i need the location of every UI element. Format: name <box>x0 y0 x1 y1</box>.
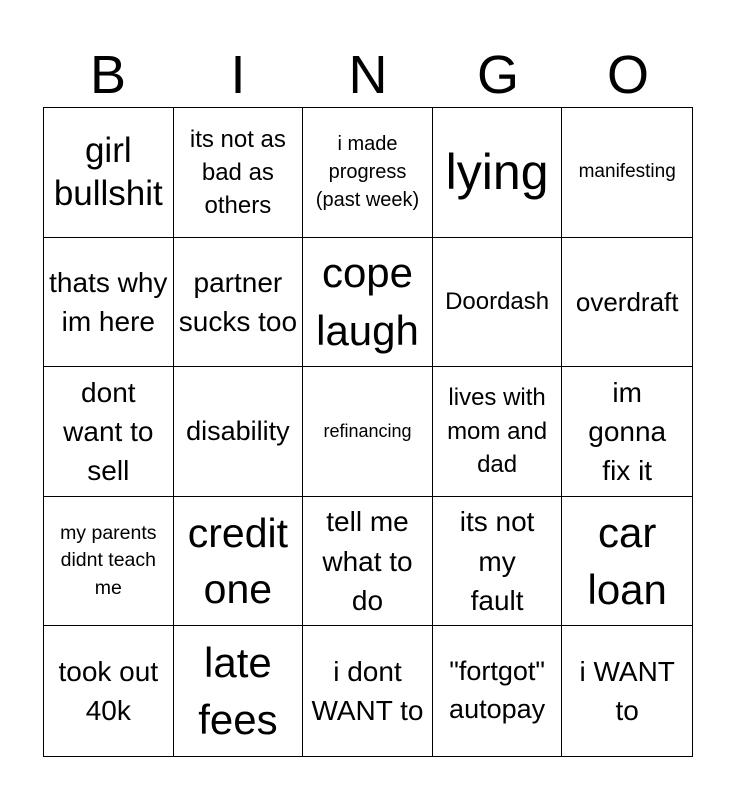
bingo-cell-label: its not my fault <box>459 506 535 616</box>
bingo-cell-r5-c3[interactable] <box>303 626 433 756</box>
bingo-cell-r3-c2[interactable] <box>174 367 304 497</box>
bingo-cell-label: girl bullshit <box>53 131 163 214</box>
bingo-cell-r4-c1[interactable] <box>44 497 174 627</box>
header-letter-i: I <box>230 45 246 105</box>
bingo-cell-r5-c1[interactable] <box>44 626 174 756</box>
bingo-header <box>43 44 693 106</box>
bingo-cell-label: its not as bad as others <box>189 125 286 219</box>
bingo-cell-r4-c3[interactable] <box>303 497 433 627</box>
bingo-cell-r3-c1[interactable] <box>44 367 174 497</box>
bingo-cell-label: my parents didnt teach me <box>60 522 157 599</box>
bingo-cell-r2-c4[interactable] <box>433 238 563 368</box>
header-letter-o: O <box>606 45 649 105</box>
bingo-cell-r5-c5[interactable] <box>562 626 692 756</box>
bingo-cell-label: refinancing <box>323 420 412 441</box>
bingo-cell-label: Doordash <box>445 288 550 316</box>
bingo-cell-r5-c4[interactable] <box>433 626 563 756</box>
header-letter-g: G <box>476 45 519 105</box>
bingo-cell-r1-c2[interactable] <box>174 108 304 238</box>
bingo-cell-label: tell me what to do <box>322 506 413 616</box>
bingo-cell-r1-c4[interactable] <box>433 108 563 238</box>
bingo-cell-r4-c5[interactable] <box>562 497 692 627</box>
bingo-cell-r3-c5[interactable] <box>562 367 692 497</box>
bingo-cell-r5-c2[interactable] <box>174 626 304 756</box>
bingo-cell-r3-c4[interactable] <box>433 367 563 497</box>
bingo-cell-label: lives with mom and dad <box>447 384 548 479</box>
bingo-board <box>43 107 693 757</box>
bingo-cell-label: "fortgot" autopay <box>449 656 546 725</box>
bingo-cell-label: late fees <box>198 638 278 744</box>
bingo-cell-label: thats why im here <box>49 266 168 337</box>
bingo-cell-label: cope laugh <box>316 249 419 354</box>
bingo-cell-r1-c1[interactable] <box>44 108 174 238</box>
bingo-cell-r2-c2[interactable] <box>174 238 304 368</box>
bingo-cell-label: car loan <box>587 508 667 614</box>
bingo-cell-label: manifesting <box>578 161 676 182</box>
bingo-cell-r2-c3[interactable] <box>303 238 433 368</box>
header-letter-b: B <box>89 45 127 105</box>
bingo-cell-label: dont want to sell <box>63 376 154 487</box>
bingo-cell-label: i WANT to <box>579 656 675 727</box>
bingo-cell-label: disability <box>186 415 290 446</box>
bingo-cell-r1-c5[interactable] <box>562 108 692 238</box>
bingo-cell-r2-c5[interactable] <box>562 238 692 368</box>
bingo-cell-label: im gonna fix it <box>588 376 667 487</box>
bingo-cell-r4-c4[interactable] <box>433 497 563 627</box>
bingo-cell-label: lying <box>445 144 549 201</box>
bingo-cell-r4-c2[interactable] <box>174 497 304 627</box>
header-letter-n: N <box>348 45 388 105</box>
bingo-cell-label: i dont WANT to <box>311 656 424 727</box>
bingo-cell-label: i made progress (past week) <box>315 133 420 212</box>
bingo-cell-label: overdraft <box>575 286 679 317</box>
bingo-cell-label: took out 40k <box>58 656 159 727</box>
bingo-cell-label: partner sucks too <box>178 266 298 337</box>
bingo-cell-r2-c1[interactable] <box>44 238 174 368</box>
bingo-cell-r1-c3[interactable] <box>303 108 433 238</box>
bingo-cell-label: credit one <box>187 509 289 613</box>
bingo-cell-r3-c3[interactable] <box>303 367 433 497</box>
